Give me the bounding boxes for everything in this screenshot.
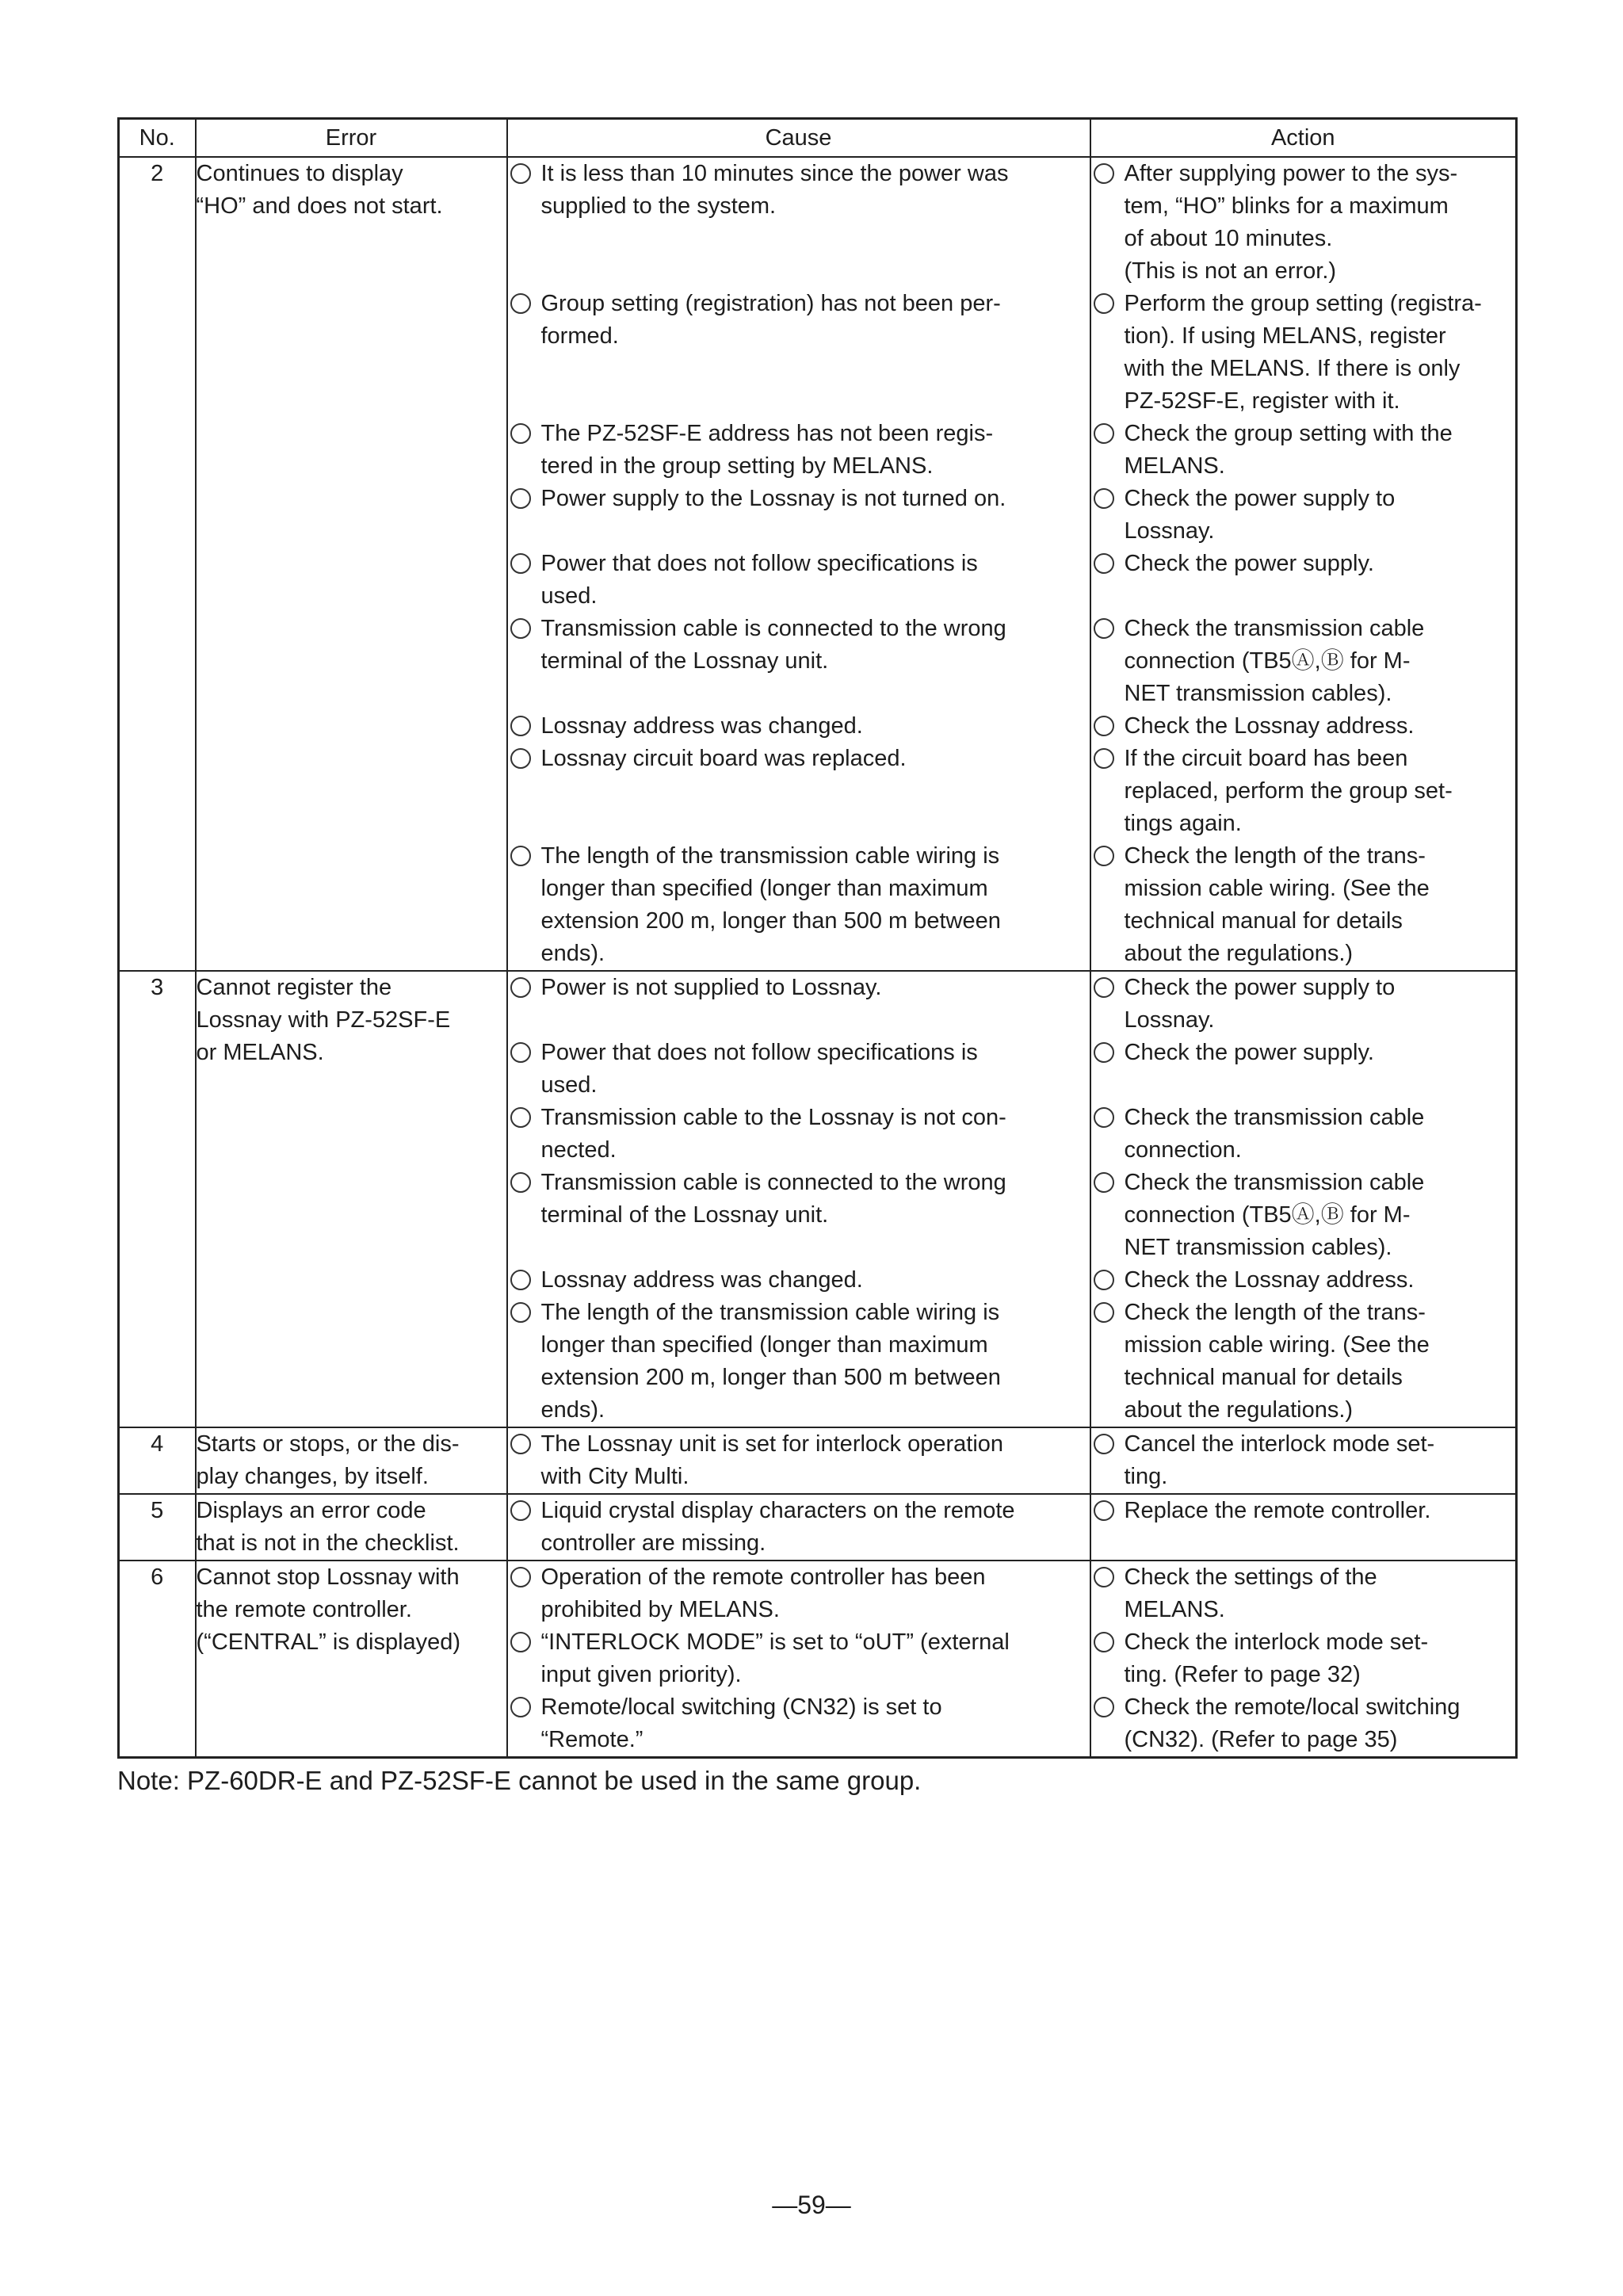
action-text: Check the Lossnay address. [1124,1267,1415,1293]
action-item [1091,1167,1516,1264]
table-row [119,971,1517,1037]
cause-item [508,158,1090,288]
cause-text: Power that does not follow specifications is used. [540,551,978,609]
cause-item [508,840,1090,970]
cause-cell [507,418,1090,483]
action-cell [1090,483,1517,548]
bullet-circle-icon [510,553,531,574]
cause-text: Lossnay circuit board was replaced. [540,746,907,771]
action-cell [1090,1297,1517,1427]
error-description: Displays an error code that is not in the checklist. [196,1494,507,1561]
cause-text: Operation of the remote controller has been prohibited by MELANS. [540,1564,986,1622]
cause-text: Group setting (registration) has not been per- formed. [540,291,1001,349]
bullet-circle-icon [510,846,531,866]
action-item [1091,1297,1516,1427]
cause-item [508,483,1090,548]
action-text: Check the Lossnay address. [1124,713,1415,739]
action-text: If the circuit board has been replaced, perform the group set- tings again. [1124,746,1453,836]
action-item [1091,1102,1516,1167]
action-text: Check the transmission cable connection (TB5Ⓐ,Ⓑ for M- NET transmission cables). [1124,1170,1425,1260]
action-text: Replace the remote controller. [1124,1498,1431,1523]
table-row [119,157,1517,288]
bullet-circle-icon [1094,1567,1114,1587]
action-text: Check the length of the trans- mission cable wiring. (See the technical manual for details about the regulations.) [1124,1300,1430,1423]
cause-item [508,1102,1090,1167]
table-header-row [119,119,1517,158]
cause-item [508,418,1090,483]
action-item [1091,483,1516,548]
cause-text: The PZ-52SF-E address has not been regis- tered in the group setting by MELANS. [540,421,994,479]
action-item [1091,418,1516,483]
action-text: Check the transmission cable connection. [1124,1105,1425,1163]
cause-cell [507,1691,1090,1758]
bullet-circle-icon [510,977,531,998]
cause-item [508,1037,1090,1102]
bullet-circle-icon [510,716,531,736]
bullet-circle-icon [510,488,531,509]
bullet-circle-icon [1094,1270,1114,1290]
action-cell [1090,1037,1517,1102]
cause-item [508,548,1090,613]
error-description: Continues to display “HO” and does not start. [196,157,507,971]
bullet-circle-icon [1094,748,1114,769]
cause-text: Transmission cable is connected to the wrong terminal of the Lossnay unit. [540,616,1006,674]
action-item [1091,1626,1516,1691]
cause-item [508,1428,1090,1493]
bullet-circle-icon [1094,488,1114,509]
cause-item [508,1626,1090,1691]
row-number: 6 [119,1561,196,1758]
action-cell [1090,840,1517,971]
bullet-circle-icon [1094,618,1114,639]
action-item [1091,1561,1516,1626]
bullet-circle-icon [1094,553,1114,574]
bullet-circle-icon [510,1107,531,1128]
cause-item [508,972,1090,1037]
cause-item [508,1264,1090,1297]
action-cell [1090,1167,1517,1264]
row-number: 3 [119,971,196,1427]
action-text: Cancel the interlock mode set- ting. [1124,1431,1435,1489]
bullet-circle-icon [510,1302,531,1323]
action-item [1091,1264,1516,1297]
bullet-circle-icon [510,748,531,769]
bullet-circle-icon [1094,977,1114,998]
cause-text: Lossnay address was changed. [540,713,863,739]
cause-text: Liquid crystal display characters on the remote controller are missing. [540,1498,1015,1556]
action-cell [1090,710,1517,743]
action-cell [1090,1427,1517,1494]
cause-text: Power supply to the Lossnay is not turned on. [540,486,1006,511]
cause-item [508,288,1090,418]
action-cell [1090,1626,1517,1691]
action-item [1091,1428,1516,1493]
action-text: Check the power supply. [1124,551,1374,576]
cause-cell [507,1297,1090,1427]
cause-cell [507,1626,1090,1691]
header-error: Error [196,119,507,158]
action-text: Check the group setting with the MELANS. [1124,421,1453,479]
bullet-circle-icon [510,163,531,184]
cause-text: Remote/local switching (CN32) is set to “Remote.” [540,1694,942,1752]
bullet-circle-icon [1094,716,1114,736]
error-description: Starts or stops, or the dis- play changes, by itself. [196,1427,507,1494]
bullet-circle-icon [510,423,531,444]
cause-text: “INTERLOCK MODE” is set to “oUT” (external input given priority). [540,1629,1010,1687]
cause-text: Power that does not follow specifications is used. [540,1040,978,1098]
bullet-circle-icon [1094,1500,1114,1521]
row-number: 2 [119,157,196,971]
cause-item [508,1297,1090,1427]
bullet-circle-icon [510,293,531,314]
action-text: After supplying power to the sys- tem, “HO” blinks for a maximum of about 10 minutes. (This is not an error.) [1124,161,1458,284]
cause-cell [507,1264,1090,1297]
bullet-circle-icon [1094,1302,1114,1323]
cause-text: It is less than 10 minutes since the power was supplied to the system. [540,161,1009,219]
bullet-circle-icon [1094,1697,1114,1717]
cause-cell [507,1037,1090,1102]
action-cell [1090,157,1517,288]
action-item [1091,710,1516,743]
action-item [1091,1495,1516,1560]
action-item [1091,548,1516,613]
bullet-circle-icon [1094,163,1114,184]
cause-cell [507,157,1090,288]
header-cause: Cause [507,119,1090,158]
action-text: Check the interlock mode set- ting. (Refer to page 32) [1124,1629,1429,1687]
bullet-circle-icon [510,1042,531,1063]
cause-text: The length of the transmission cable wiring is longer than specified (longer than maximum extension 200 m, longer than 500 m between ends). [540,843,1001,966]
action-item [1091,1037,1516,1102]
table-row [119,1561,1517,1626]
cause-item [508,1167,1090,1264]
cause-text: The Lossnay unit is set for interlock operation with City Multi. [540,1431,1004,1489]
action-cell [1090,743,1517,840]
cause-item [508,1495,1090,1560]
page-number: —59— [772,2191,851,2219]
action-cell [1090,418,1517,483]
cause-cell [507,840,1090,971]
bullet-circle-icon [1094,1042,1114,1063]
cause-cell [507,548,1090,613]
row-number: 4 [119,1427,196,1494]
cause-cell [507,1167,1090,1264]
action-cell [1090,1561,1517,1626]
bullet-circle-icon [1094,423,1114,444]
cause-cell [507,1561,1090,1626]
action-text: Check the remote/local switching (CN32). (Refer to page 35) [1124,1694,1461,1752]
bullet-circle-icon [1094,1172,1114,1193]
action-cell [1090,1494,1517,1561]
footnote: Note: PZ-60DR-E and PZ-52SF-E cannot be used in the same group. [117,1766,922,1795]
table-row [119,1494,1517,1561]
action-text: Check the length of the trans- mission cable wiring. (See the technical manual for details about the regulations.) [1124,843,1430,966]
cause-cell [507,483,1090,548]
bullet-circle-icon [510,1270,531,1290]
cause-text: Transmission cable is connected to the wrong terminal of the Lossnay unit. [540,1170,1006,1228]
table-row [119,1427,1517,1494]
action-item [1091,972,1516,1037]
cause-text: Transmission cable to the Lossnay is not con- nected. [540,1105,1006,1163]
cause-cell [507,288,1090,418]
cause-cell [507,971,1090,1037]
action-cell [1090,613,1517,710]
action-item [1091,1691,1516,1756]
action-item [1091,288,1516,418]
bullet-circle-icon [1094,293,1114,314]
action-text: Check the power supply to Lossnay. [1124,486,1396,544]
bullet-circle-icon [510,618,531,639]
cause-text: Lossnay address was changed. [540,1267,863,1293]
action-cell [1090,548,1517,613]
bullet-circle-icon [510,1500,531,1521]
action-text: Check the settings of the MELANS. [1124,1564,1377,1622]
action-cell [1090,1264,1517,1297]
error-description: Cannot stop Lossnay with the remote controller. (“CENTRAL” is displayed) [196,1561,507,1758]
bullet-circle-icon [510,1632,531,1652]
cause-cell [507,1494,1090,1561]
bullet-circle-icon [1094,1107,1114,1128]
cause-cell [507,743,1090,840]
action-text: Check the power supply to Lossnay. [1124,975,1396,1033]
action-cell [1090,971,1517,1037]
action-item [1091,743,1516,840]
bullet-circle-icon [510,1434,531,1454]
action-item [1091,158,1516,288]
cause-item [508,743,1090,840]
bullet-circle-icon [510,1697,531,1717]
cause-item [508,1691,1090,1756]
cause-cell [507,710,1090,743]
action-cell [1090,1102,1517,1167]
error-description: Cannot register the Lossnay with PZ-52SF-E or MELANS. [196,971,507,1427]
bullet-circle-icon [1094,1632,1114,1652]
action-text: Check the transmission cable connection (TB5Ⓐ,Ⓑ for M- NET transmission cables). [1124,616,1425,706]
header-no: No. [119,119,196,158]
table-body [119,157,1517,1758]
bullet-circle-icon [510,1172,531,1193]
cause-cell [507,613,1090,710]
action-cell [1090,1691,1517,1758]
header-action: Action [1090,119,1517,158]
bullet-circle-icon [1094,1434,1114,1454]
cause-cell [507,1102,1090,1167]
action-item [1091,840,1516,970]
cause-text: Power is not supplied to Lossnay. [540,975,882,1000]
cause-item [508,710,1090,743]
troubleshooting-table [117,117,1518,1759]
cause-cell [507,1427,1090,1494]
row-number: 5 [119,1494,196,1561]
bullet-circle-icon [510,1567,531,1587]
cause-item [508,613,1090,710]
action-text: Check the power supply. [1124,1040,1374,1065]
action-item [1091,613,1516,710]
cause-text: The length of the transmission cable wiring is longer than specified (longer than maximum extension 200 m, longer than 500 m between ends). [540,1300,1001,1423]
action-cell [1090,288,1517,418]
cause-item [508,1561,1090,1626]
bullet-circle-icon [1094,846,1114,866]
action-text: Perform the group setting (registra- tion). If using MELANS, register with the MELANS. If there is only PZ-52SF-E, register with it. [1124,291,1482,414]
